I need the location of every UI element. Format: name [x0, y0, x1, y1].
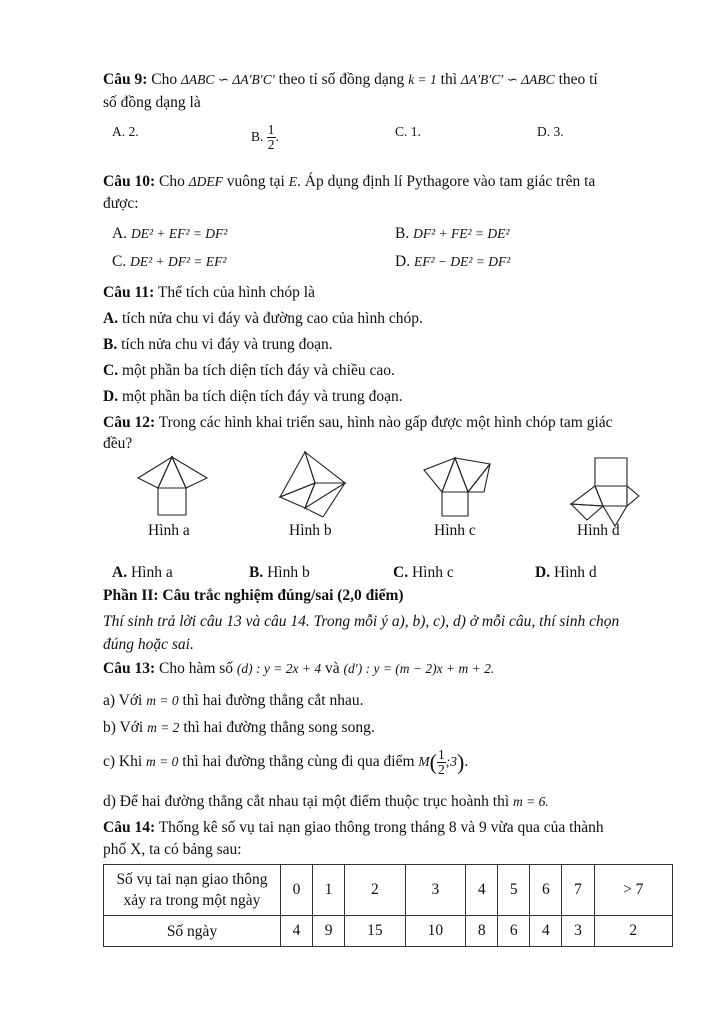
- table-cell: 4: [466, 865, 498, 916]
- net-d-face-right: [627, 486, 639, 506]
- q13-item-a-pre: a) Với: [103, 692, 143, 709]
- q10-pre: Cho: [158, 173, 185, 190]
- q10-label: Câu 10:: [103, 173, 156, 190]
- net-c-face-left: [424, 458, 455, 492]
- q13-item-a: [103, 691, 363, 711]
- q9-option-b-den: 2: [267, 137, 275, 153]
- net-d-face-left: [571, 486, 603, 506]
- q10-vertex: E: [288, 174, 297, 189]
- q13-item-a-post: thì hai đường thẳng cắt nhau.: [182, 692, 364, 709]
- q13-item-d: [103, 792, 549, 812]
- q11-option-a-prefix: A.: [103, 310, 119, 327]
- table-header-days: Số ngày: [104, 916, 281, 947]
- q13-item-b-post: thì hai đường thẳng song song.: [183, 719, 375, 736]
- net-d-face-extra: [571, 504, 603, 520]
- q11-option-d-text: một phần ba tích diện tích đáy và trung đoạn.: [121, 388, 403, 405]
- table-row-days: [104, 916, 673, 947]
- net-b-face-4: [305, 483, 345, 508]
- q12-option-a-text: Hình a: [130, 564, 173, 581]
- q12-label: Câu 12:: [103, 414, 156, 431]
- q9-then: thì: [440, 71, 458, 88]
- q11-option-c-prefix: C.: [103, 362, 119, 379]
- q11-option-b-text: tích nửa chu vi đáy và trung đoạn.: [121, 336, 333, 353]
- table-cell: 4: [281, 916, 313, 947]
- q9-pre: Cho: [151, 71, 178, 88]
- net-b-edge-2: [323, 483, 345, 517]
- q12-option-b-prefix: B.: [249, 564, 264, 581]
- q10-option-c-text: DE² + DF² = EF²: [130, 254, 227, 269]
- q9-stem-line2: số đồng dạng là: [103, 94, 201, 111]
- net-c-face-extra: [468, 464, 490, 492]
- q13-stem: [103, 659, 494, 679]
- q13-and: và: [325, 660, 340, 677]
- q13-item-c-end: .: [464, 753, 469, 770]
- q13-item-c-num: 1: [438, 746, 445, 762]
- q13-item-c-pre: c) Khi: [103, 753, 143, 770]
- q9-option-b-dot: .: [275, 129, 279, 144]
- caption-figure-d: Hình d: [577, 522, 620, 539]
- table-cell: 6: [498, 916, 530, 947]
- net-a-face-top: [158, 457, 186, 488]
- q10-option-a-prefix: A.: [112, 225, 128, 242]
- q13-item-c-point: M: [418, 754, 430, 769]
- q12-option-c: [393, 563, 454, 583]
- q11-option-c: [103, 361, 395, 381]
- table-header-accidents-line1: Số vụ tai nạn giao thông: [116, 871, 268, 888]
- q13-item-c-rparen: ): [457, 749, 465, 775]
- q11-option-b: [103, 335, 333, 355]
- q9-similarity-1: ΔABC ∽ ΔA′B′C′: [180, 72, 275, 87]
- part2-instructions-line2: đúng hoặc sai.: [103, 636, 194, 653]
- table-cell: 3: [562, 916, 594, 947]
- q11-label: Câu 11:: [103, 284, 155, 301]
- q13-item-a-m: m = 0: [146, 693, 179, 708]
- q11-option-d-prefix: D.: [103, 388, 119, 405]
- q10-option-d-text: EF² − DE² = DF²: [413, 254, 511, 269]
- q13-item-c: [103, 742, 468, 782]
- q12-option-d-text: Hình d: [553, 564, 597, 581]
- q13-item-b-pre: b) Với: [103, 719, 144, 736]
- part2-title-text: Phần II: Câu trắc nghiệm đúng/sai (2,0 điểm): [103, 587, 404, 604]
- net-b-edge: [305, 508, 323, 517]
- table-header-accidents-line2: xảy ra trong một ngày: [123, 892, 261, 909]
- q10-option-b-text: DF² + FE² = DE²: [413, 226, 510, 241]
- q13-line-d: (d) : y = 2x + 4: [236, 661, 322, 676]
- table-header-accidents: [104, 865, 281, 916]
- q9-option-c: C. 1.: [395, 124, 421, 139]
- q9-label: Câu 9:: [103, 71, 148, 88]
- part2-title: [103, 586, 404, 606]
- q12-option-c-text: Hình c: [411, 564, 454, 581]
- q11-option-c-text: một phần ba tích diện tích đáy và chiều cao.: [121, 362, 395, 379]
- net-d-square-top: [595, 458, 627, 486]
- q9-option-d: D. 3.: [537, 124, 564, 139]
- q11-text: Thể tích của hình chóp là: [157, 284, 315, 301]
- q9-option-b-prefix: B.: [251, 129, 264, 144]
- q13-item-c-m: m = 0: [146, 754, 179, 769]
- table-cell: 6: [530, 865, 562, 916]
- net-a-face-right: [172, 457, 207, 488]
- q13-item-b: [103, 718, 375, 738]
- q12-option-a: [112, 563, 173, 583]
- q9-similarity-2: ΔA′B′C′ ∽ ΔABC: [460, 72, 555, 87]
- q10-option-d-prefix: D.: [395, 253, 411, 270]
- q11-option-d: [103, 387, 403, 407]
- q10-mid: vuông tại: [226, 173, 285, 190]
- caption-figure-c: Hình c: [434, 522, 476, 539]
- q9-post: theo tỉ: [558, 71, 598, 88]
- q10-stem: [103, 172, 595, 192]
- q13-item-c-post: thì hai đường thẳng cùng đi qua điểm: [182, 753, 415, 770]
- net-figure-d: [565, 454, 641, 528]
- q14-stem: [103, 818, 604, 838]
- table-cell: 15: [345, 916, 406, 947]
- q12-option-d: [535, 563, 597, 583]
- q13-pre: Cho hàm số: [158, 660, 234, 677]
- q12-stem: [103, 413, 613, 433]
- table-cell: 2: [594, 916, 673, 947]
- q10-triangle: ΔDEF: [188, 174, 223, 189]
- table-cell: 9: [313, 916, 345, 947]
- q13-item-c-den: 2: [438, 761, 445, 777]
- q10-option-a-text: DE² + EF² = DF²: [130, 226, 228, 241]
- q14-label: Câu 14:: [103, 819, 156, 836]
- q10-option-d: [395, 252, 510, 272]
- table-cell: 2: [345, 865, 406, 916]
- q12-option-c-prefix: C.: [393, 564, 409, 581]
- q9-option-b: [251, 122, 279, 152]
- table-cell: 10: [405, 916, 466, 947]
- caption-figure-b: Hình b: [289, 522, 332, 539]
- net-b-face-3: [305, 452, 345, 483]
- table-cell: 0: [281, 865, 313, 916]
- table-row-accidents: [104, 865, 673, 916]
- q10-option-c-prefix: C.: [112, 253, 127, 270]
- q9-stem: [103, 70, 598, 90]
- q13-line-d-prime: (d′) : y = (m − 2)x + m + 2.: [343, 661, 495, 676]
- table-cell: 4: [530, 916, 562, 947]
- q13-item-b-m: m = 2: [147, 720, 180, 735]
- q9-option-b-fraction: [267, 123, 276, 152]
- q10-stem-line2: được:: [103, 195, 139, 212]
- q12-option-d-prefix: D.: [535, 564, 551, 581]
- net-a-face-left: [138, 457, 172, 488]
- table-cell: 3: [405, 865, 466, 916]
- part2-instructions-line1: Thí sinh trả lời câu 13 và câu 14. Trong mỗi ý a), b), c), d) ở mỗi câu, thí sinh chọn: [103, 613, 620, 630]
- q9-option-b-num: 1: [267, 122, 275, 138]
- net-a-base: [158, 488, 186, 515]
- q11-stem: [103, 283, 315, 303]
- net-c-base: [442, 492, 468, 516]
- q11-option-a: [103, 309, 423, 329]
- net-d-square-mid: [595, 486, 627, 506]
- q13-item-c-fraction: [437, 748, 446, 777]
- table-cell: > 7: [594, 865, 673, 916]
- table-cell: 5: [498, 865, 530, 916]
- q10-option-b: [395, 224, 509, 244]
- accident-statistics-table: [103, 864, 673, 947]
- q14-stem-line2: phố X, ta có bảng sau:: [103, 841, 242, 858]
- q12-text: Trong các hình khai triển sau, hình nào gấp được một hình chóp tam giác: [158, 414, 613, 431]
- q10-option-c: [112, 252, 226, 272]
- q13-item-d-pre: d) Để hai đường thẳng cắt nhau tại một điểm thuộc trục hoành thì: [103, 793, 510, 810]
- q10-option-a: [112, 224, 227, 244]
- table-cell: 8: [466, 916, 498, 947]
- q13-item-d-m: m = 6.: [513, 794, 549, 809]
- q9-k: k = 1: [408, 72, 437, 87]
- q12-stem-line2: đều?: [103, 435, 133, 452]
- q9-mid: theo tỉ số đồng dạng: [278, 71, 405, 88]
- net-figure-c: [418, 452, 500, 524]
- table-cell: 7: [562, 865, 594, 916]
- q9-option-a: A. 2.: [112, 124, 139, 139]
- q11-option-a-text: tích nửa chu vi đáy và đường cao của hình chóp.: [121, 310, 423, 327]
- q13-item-c-y: ;3: [445, 754, 457, 769]
- q13-label: Câu 13:: [103, 660, 156, 677]
- q13-item-c-lparen: (: [429, 749, 437, 775]
- q12-option-b: [249, 563, 310, 583]
- q14-text: Thống kê số vụ tai nạn giao thông trong tháng 8 và 9 vừa qua của thành: [158, 819, 604, 836]
- q10-option-b-prefix: B.: [395, 225, 410, 242]
- caption-figure-a: Hình a: [148, 522, 190, 539]
- net-c-face-top: [442, 458, 468, 492]
- q12-option-b-text: Hình b: [267, 564, 310, 581]
- table-cell: 1: [313, 865, 345, 916]
- q10-post: . Áp dụng định lí Pythagore vào tam giác trên ta: [297, 173, 596, 190]
- q12-option-a-prefix: A.: [112, 564, 128, 581]
- net-figure-b: [275, 450, 355, 520]
- q11-option-b-prefix: B.: [103, 336, 118, 353]
- net-figure-a: [131, 452, 213, 526]
